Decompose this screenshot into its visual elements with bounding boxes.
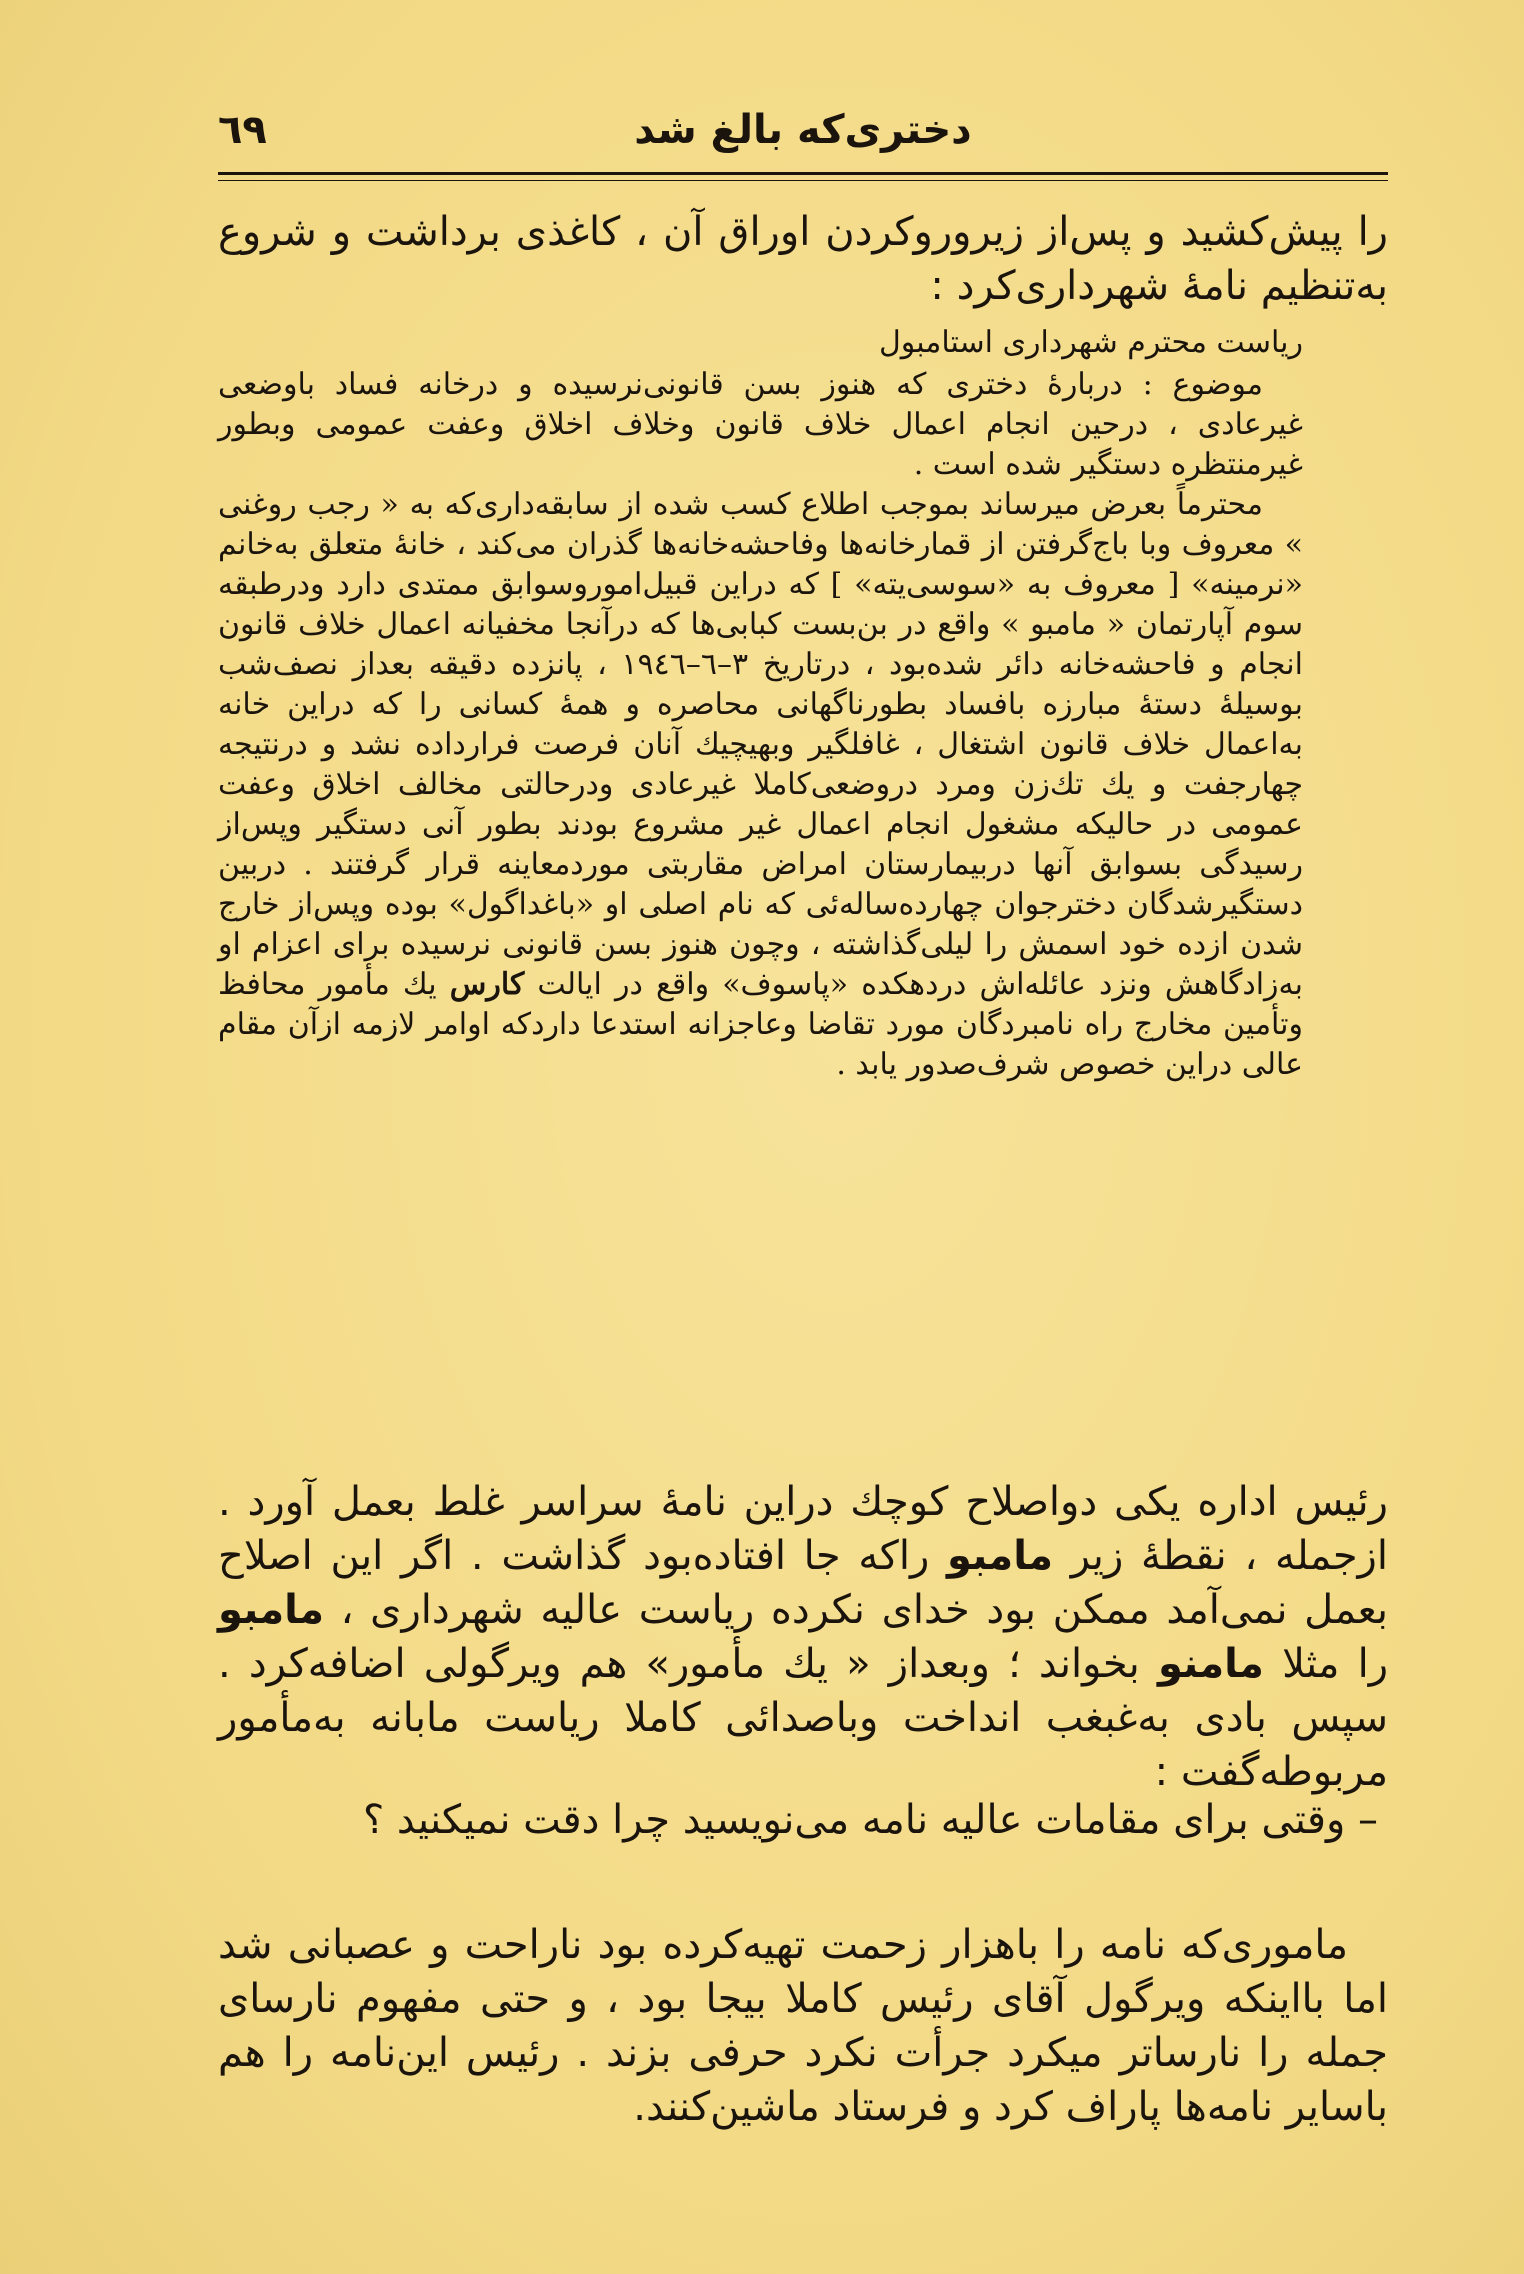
letter-body-end: یك مأمور محافظ وتأمین مخارج راه نامبردگان مورد تقاضا وعاجزانه استدعا داردکه اوامر لازمه ازآن مقام عالی دراین خصوص شرف‌صدور یابد . [218, 967, 1303, 1082]
paragraph-correction [218, 1475, 1388, 1799]
correction-text-1: رئیس اداره یکی دواصلاح کوچك دراین نامهٔ سراسر غلط بعمل آورد . ازجمله ، نقطهٔ زیر [218, 1479, 1388, 1579]
letter-body-text: محترماً بعرض میرساند بموجب اطلاع کسب شده از سابقه‌داری‌که به « رجب روغنی » معروف وبا باج‌گرفتن از قمارخانه‌ها وفاحشه‌خانه‌ها گذران می‌کند ، خانهٔ متعلق به‌خانم «نرمینه» [ معروف به «سوسی‌یته» ] که دراین قبیل‌اموروسوابق ممتدی دارد ودرطبقه سوم آپارتمان « مامبو » واقع در بن‌بست کبابی‌ها که درآنجا مخفیانه اعمال خلاف قانون انجام و فاحشه‌خانه دائر شده‌بود ، درتاریخ ٣–٦–١٩٤٦ ، پانزده دقیقه بعداز نصف‌شب بوسیلهٔ دستهٔ مبارزه بافساد بطورناگهانی محاصره و همهٔ کسانی را که دراین خانه به‌اعمال خلاف قانون اشتغال ، غافلگیر وبهیچیك آنان فرصت فرارداده نشد و درنتیجه چهارجفت و یك تك‌زن ومرد دروضعی‌کاملا غیرعادی ودرحالتی مخالف اخلاق وعفت عمومی در حالیکه مشغول انجام اعمال غیر مشروع بودند بطور آنی دستگیر وپس‌از رسیدگی بسوابق آنها دربیمارستان امراض مقاربتی موردمعاینه قرار گرفتند . دربین دستگیرشدگان دخترجوان چهارده‌ساله‌ئی که نام اصلی او «باغداگول» بوده وپس‌از خارج شدن ازده خود اسمش را لیلی‌گذاشته ، وچون هنوز بسن قانونی نرسیده برای اعزام او به‌زادگاهش ونزد عائله‌اش دردهکده «پاسوف» واقع در ایالت [218, 487, 1303, 1002]
correction-text-2: راکه جا افتاده‌بود گذاشت . اگر این اصلاح بعمل نمی‌آمد ممکن بود خدای نکرده ریاست عالیه شهرداری ، [218, 1533, 1388, 1633]
correction-word-1: مامبو [947, 1533, 1053, 1579]
page-number: ٦٩ [218, 107, 267, 153]
correction-text-3: را مثلا [1282, 1641, 1389, 1687]
paragraph-intro: را پیش‌کشید و پس‌از زیروروکردن اوراق آن ، کاغذی برداشت و شروع به‌تنظیم نامهٔ شهرداری‌کرد : [218, 209, 1388, 309]
page-header [218, 95, 1388, 165]
municipal-letter [218, 323, 1303, 1085]
header-rule-thin [218, 180, 1388, 181]
letter-subject: موضوع : دربارهٔ دختری که هنوز بسن قانونی‌نرسیده و درخانه فساد باوضعی غیرعادی ، درحین انجام اعمال خلاف قانون وخلاف اخلاق وعفت عمومی وبطور غیرمنتظره دستگیر شده است . [218, 367, 1303, 482]
correction-text-4: بخواند ؛ وبعداز « یك مأمور» هم ویرگولی اضافه‌کرد . سپس بادی به‌غبغب انداخت وباصدائی کاملا ریاست مابانه به‌مأمور مربوطه‌گفت : [218, 1641, 1388, 1795]
correction-word-2: مامبو [218, 1587, 324, 1633]
running-title: دختری‌که بالغ شد [634, 107, 972, 153]
correction-word-3: مامنو [1157, 1641, 1264, 1687]
letter-province: کارس [449, 967, 525, 1002]
letter-addressee: ریاست محترم شهرداری استامبول [878, 325, 1303, 360]
paragraph-closing: ماموری‌که نامه را باهزار زحمت تهیه‌کرده بود ناراحت و عصبانی شد اما بااینکه ویرگول آقای رئیس کاملا بیجا بود ، و حتی مفهوم نارسای جمله را نارساتر میکرد جرأت نکرد حرفی بزند . رئیس این‌نامه را هم باسایر نامه‌ها پاراف کرد و فرستاد ماشین‌کنند. [218, 1922, 1388, 2130]
paragraph-dialogue: – وقتی برای مقامات عالیه نامه می‌نویسید چرا دقت نمیکنید ؟ [362, 1797, 1378, 1843]
letter-body [218, 485, 1303, 1085]
header-rule [218, 172, 1388, 175]
